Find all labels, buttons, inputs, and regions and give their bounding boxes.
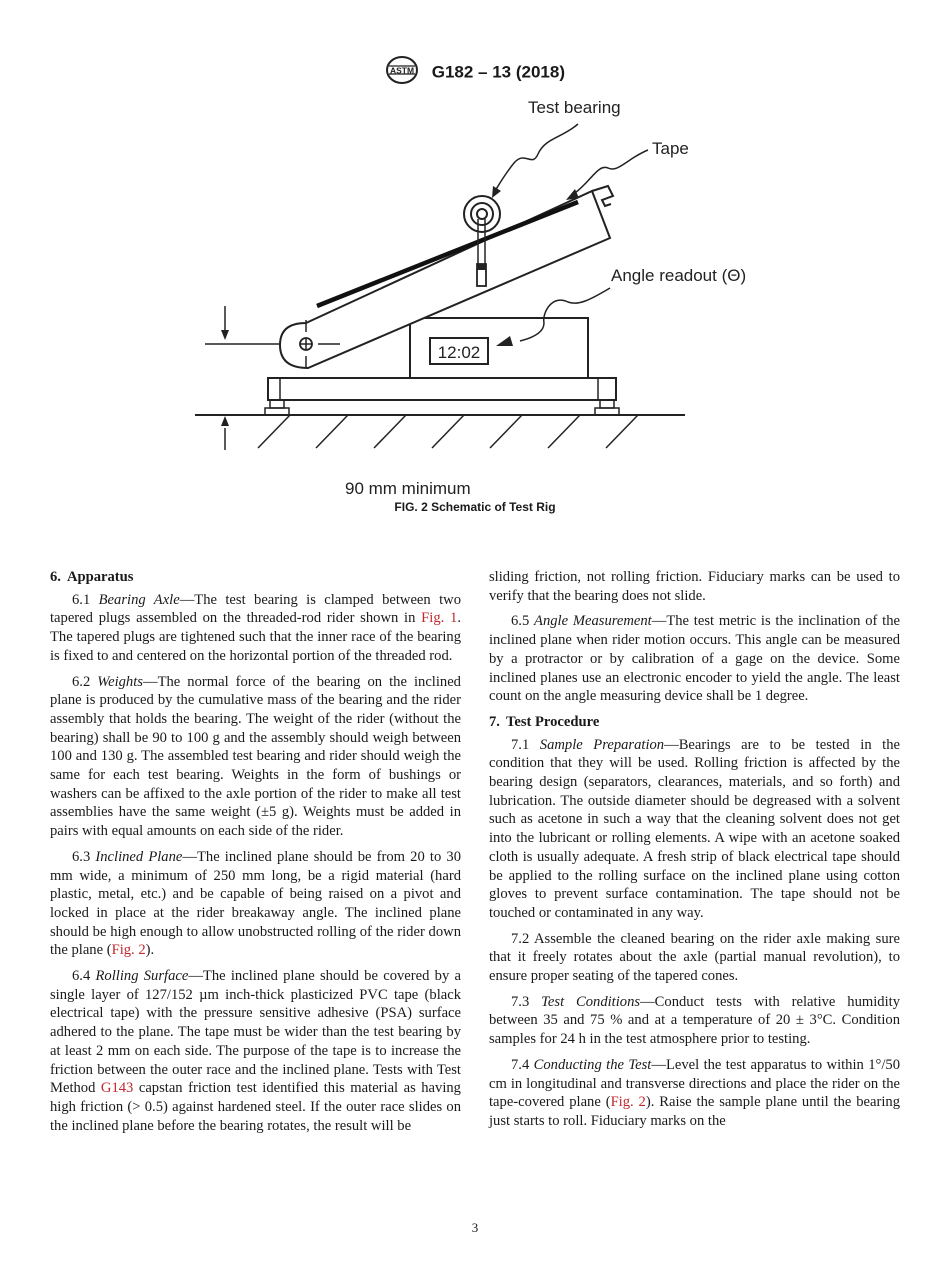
test-rig-diagram [180, 88, 747, 508]
paragraph-6-2: 6.2 Weights—The normal force of the bearing on the inclined plane is produced by the cumulative mass of the bearing and the rider assembly that holds the bearing. The weight of the rider (without the bearing) shall be 90 to 100 g and the assembly should weigh between 100 and 130 g. The assembled test bearing and rider should weigh the same for each test bearing. Weights in the form of bushings or washers can be affixed to the axle portion of the rider to make all test assemblies have the same weight (±5 g). Weights must be added in pairs with equal amounts on each side of the rider. [50, 673, 461, 840]
paragraph-6-4: 6.4 Rolling Surface—The inclined plane should be covered by a single layer of 127/152 µm inch-thick plasticized PVC tape (black electrical tape) with the pressure sensitive adhesive (PSA) surface adhered to the plane. The tape must be wider than the test bearing by at least 2 mm on each side. The purpose of the tape is to increase the friction between the outer race and the inclined plane. Tests with Test Method G143 capstan friction test identified this material as having high friction (> 0.5) against hardened steel. If the outer race slides on the inclined plane before the bearing rotates, the result will be [50, 968, 461, 1134]
page-header [0, 55, 950, 90]
paragraph-7-1: 7.1 Sample Preparation—Bearings are to be tested in the condition that they will be used. Rolling friction is affected by the bearing design (separators, clearances, materials, and so forth) and lubrication. The outside diameter should be degreased with a solvent such as acetone in such a way that the cleaning solvent does not get into the lubricant or rolling elements. A wipe with an acetone soaked cloth is usually adequate. A fresh strip of black electrical tape should be applied to the rolling surface on the inclined plane using cotton gloves to prevent surface contamination. The tape should not be touched or contaminated in any way. [489, 736, 900, 921]
base-plate [268, 378, 616, 400]
page-number: 3 [471, 1220, 479, 1235]
ground-hatching [258, 415, 638, 448]
astm-logo-text: ASTM [389, 65, 415, 76]
right-column [489, 568, 900, 1138]
label-test-bearing: Test bearing [528, 98, 621, 117]
label-tape: Tape [652, 139, 689, 158]
section-7-heading: 7. Test Procedure [489, 713, 600, 730]
standard-designation: G182 – 13 (2018) [431, 62, 565, 82]
label-minimum: 90 mm minimum [345, 479, 471, 498]
figure-2-schematic [180, 88, 747, 508]
paragraph-7-4: 7.4 Conducting the Test—Level the test apparatus to within 1°/50 cm in longitudinal and transverse directions and place the rider on the tape-covered plane (Fig. 2). Raise the sample plane until the bearing just starts to roll. Fiduciary marks on the [489, 1056, 901, 1129]
left-column [50, 568, 461, 1142]
paragraph-7-3: 7.3 Test Conditions—Conduct tests with relative humidity between 35 and 75 % and at a temperature of 20 ± 3°C. Condition samples for 24 h in the test atmosphere prior to testing. [489, 993, 900, 1048]
section-6-heading: 6. Apparatus [50, 569, 134, 585]
paragraph-6-4-continued: sliding friction, not rolling friction. Fiduciary marks can be used to verify that the bearing does not slide. [489, 569, 900, 604]
fig-2-link-b[interactable]: Fig. 2 [610, 1094, 646, 1111]
figure-caption: FIG. 2 Schematic of Test Rig [394, 500, 556, 514]
paragraph-7-2: 7.2 Assemble the cleaned bearing on the rider axle making sure that it freely rotates about the axle (partial manual revolution), to ensure proper seating of the tapered cones. [489, 930, 900, 985]
angle-display-value: 12:02 [437, 343, 481, 362]
base-feet [265, 400, 619, 415]
fig-1-link[interactable]: Fig. 1 [421, 610, 458, 627]
g143-link[interactable]: G143 [100, 1080, 134, 1097]
label-angle-readout: Angle readout (Θ) [611, 266, 747, 285]
astm-logo-icon [385, 55, 419, 90]
paragraph-6-5: 6.5 Angle Measurement—The test metric is the inclination of the inclined plane when rider motion occurs. This angle can be measured by a protractor or by calibration of a gage on the device. Some inclined planes use an electronic encoder to yield the angle. The least count on the angle measuring device shall be 1 degree. [489, 613, 900, 705]
paragraph-6-1: 6.1 Bearing Axle—The test bearing is clamped between two tapered plugs assembled on the threaded-rod rider shown in Fig. 1. The tapered plugs are tightened such that the inner race of the bearing is fixed to and centered on the horizontal portion of the threaded rod. [50, 591, 461, 664]
fig-2-link[interactable]: Fig. 2 [111, 942, 146, 959]
paragraph-6-3: 6.3 Inclined Plane—The inclined plane should be from 20 to 30 mm wide, a minimum of 250 mm long, be a rigid material (hard plastic, metal, etc.) and be capable of being raised on a pivot and locked in place at the rider breakaway angle. The inclined plane should be high enough to allow unobstructed rolling of the rider down the plane (Fig. 2). [50, 848, 461, 959]
